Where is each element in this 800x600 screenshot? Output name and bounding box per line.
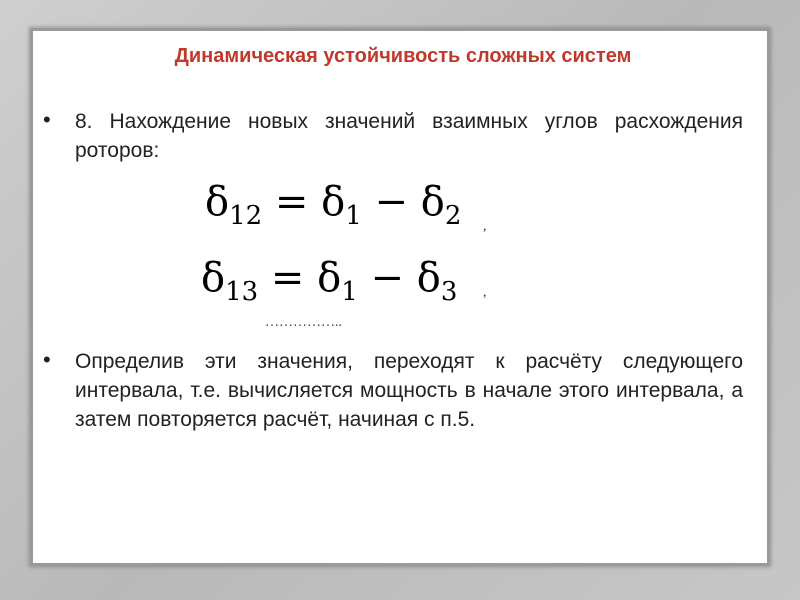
eq-minus: −: [370, 255, 405, 301]
equation-delta-13: [201, 255, 457, 307]
eq-term-a-sub: 1: [345, 201, 362, 231]
bullet-marker: •: [43, 347, 51, 372]
eq-term-a: δ: [317, 255, 342, 301]
eq-term-a: δ: [321, 179, 346, 225]
eq-term-b-sub: 3: [440, 277, 458, 307]
equation-comma: ,: [483, 219, 487, 234]
eq-lhs-sub: 12: [229, 201, 263, 231]
bullet-marker: •: [43, 107, 51, 132]
eq-equals: =: [270, 255, 305, 301]
continuation-dots: ……………..: [265, 315, 342, 330]
slide-title: Динамическая устойчивость сложных систем: [174, 45, 632, 67]
eq-minus: −: [374, 179, 409, 225]
eq-lhs-sub: 13: [225, 277, 259, 307]
eq-term-b: δ: [420, 179, 445, 225]
bullet-text-step-8: 8. Нахождение новых значений взаимных углов расхождения роторов:: [75, 110, 743, 162]
equation-comma: ,: [483, 285, 487, 300]
eq-term-a-sub: 1: [341, 277, 358, 307]
eq-equals: =: [274, 179, 309, 225]
eq-lhs: δ: [205, 179, 230, 225]
bullet-text-next-interval: Определив эти значения, переходят к расчёту следующего интервала, т.е. вычисляется мощность в начале этого интервала, а затем повторяется расчёт, начиная с п.5.: [75, 350, 743, 431]
eq-lhs: δ: [201, 255, 226, 301]
eq-term-b: δ: [416, 255, 441, 301]
equation-delta-12: [205, 179, 461, 231]
slide: [30, 28, 770, 566]
eq-term-b-sub: 2: [444, 201, 462, 231]
